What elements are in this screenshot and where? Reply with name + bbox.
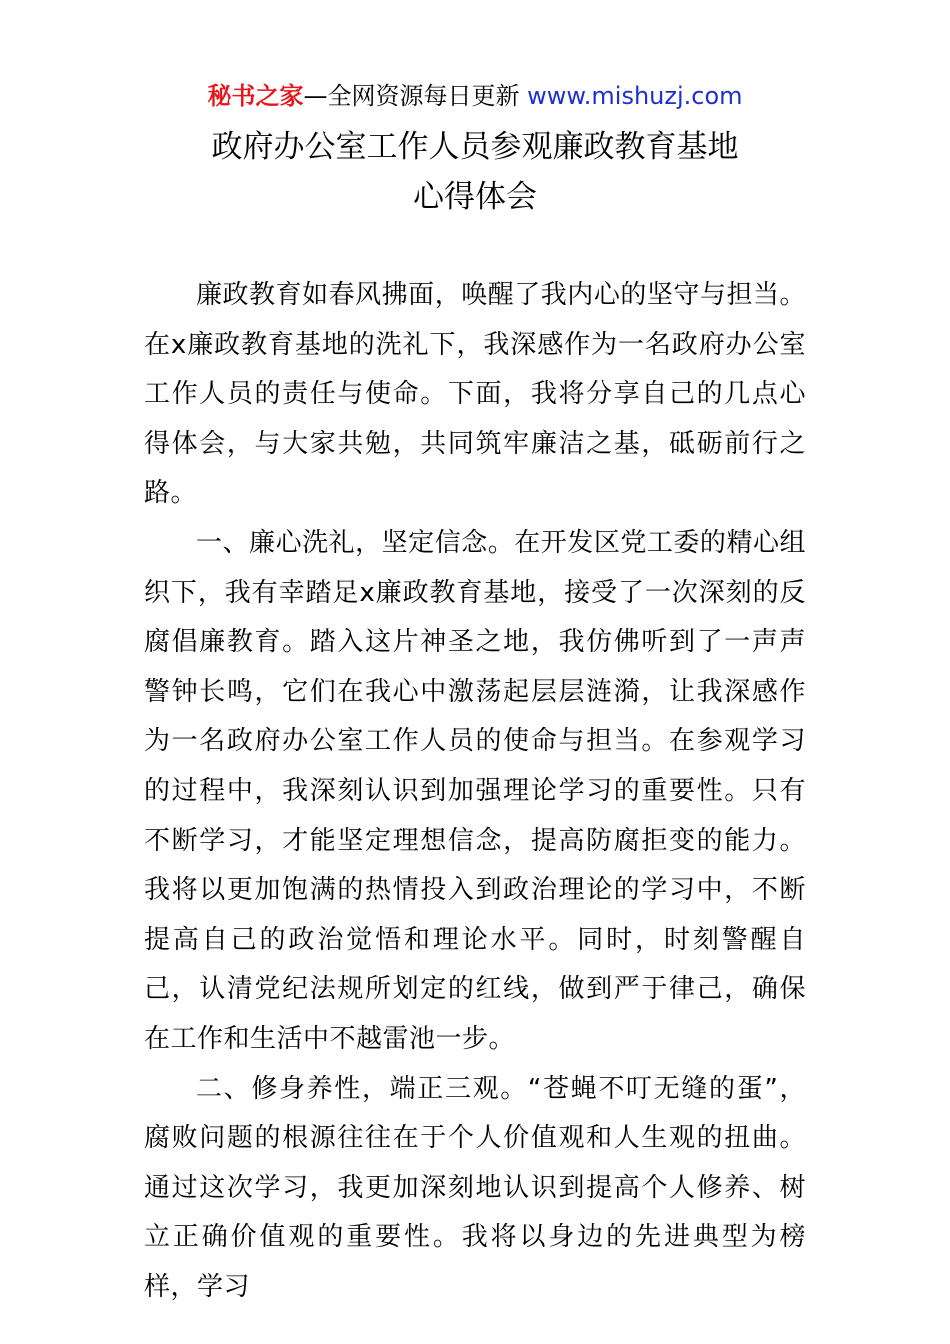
document-body — [144, 271, 806, 1312]
document-title-line-2: 心得体会 — [413, 179, 537, 215]
document-title-line-1: 政府办公室工作人员参观廉政教育基地 — [211, 129, 739, 165]
site-tagline: —全网资源每日更新 — [303, 82, 528, 110]
paragraph-section-1: 一、廉心洗礼，坚定信念。在开发区党工委的精心组织下，我有幸踏足x廉政教育基地，接受了一次深刻的反腐倡廉教育。踏入这片神圣之地，我仿佛听到了一声声警钟长鸣，它们在我心中激荡起层层涟漪，让我深感作为一名政府办公室工作人员的使命与担当。在参观学习的过程中，我深刻认识到加强理论学习的重要性。只有不断学习，才能坚定理想信念，提高防腐拒变的能力。我将以更加饱满的热情投入到政治理论的学习中，不断提高自己的政治觉悟和理论水平。同时，时刻警醒自己，认清党纪法规所划定的红线，做到严于律己，确保在工作和生活中不越雷池一步。 — [144, 527, 806, 1054]
site-url-link[interactable]: www.mishuzj.com — [527, 82, 743, 110]
site-name: 秘书之家 — [207, 82, 304, 110]
paragraph-section-2: 二、修身养性，端正三观。“苍蝇不叮无缝的蛋”，腐败问题的根源往往在于个人价值观和人生观的扭曲。通过这次学习，我更加深刻地认识到提高个人修养、树立正确价值观的重要性。我将以身边的先进典型为榜样，学习 — [144, 1073, 806, 1302]
site-header — [0, 80, 950, 112]
paragraph-intro: 廉政教育如春风拂面，唤醒了我内心的坚守与担当。在x廉政教育基地的洗礼下，我深感作为一名政府办公室工作人员的责任与使命。下面，我将分享自己的几点心得体会，与大家共勉，共同筑牢廉洁之基，砥砺前行之路。 — [144, 280, 806, 509]
